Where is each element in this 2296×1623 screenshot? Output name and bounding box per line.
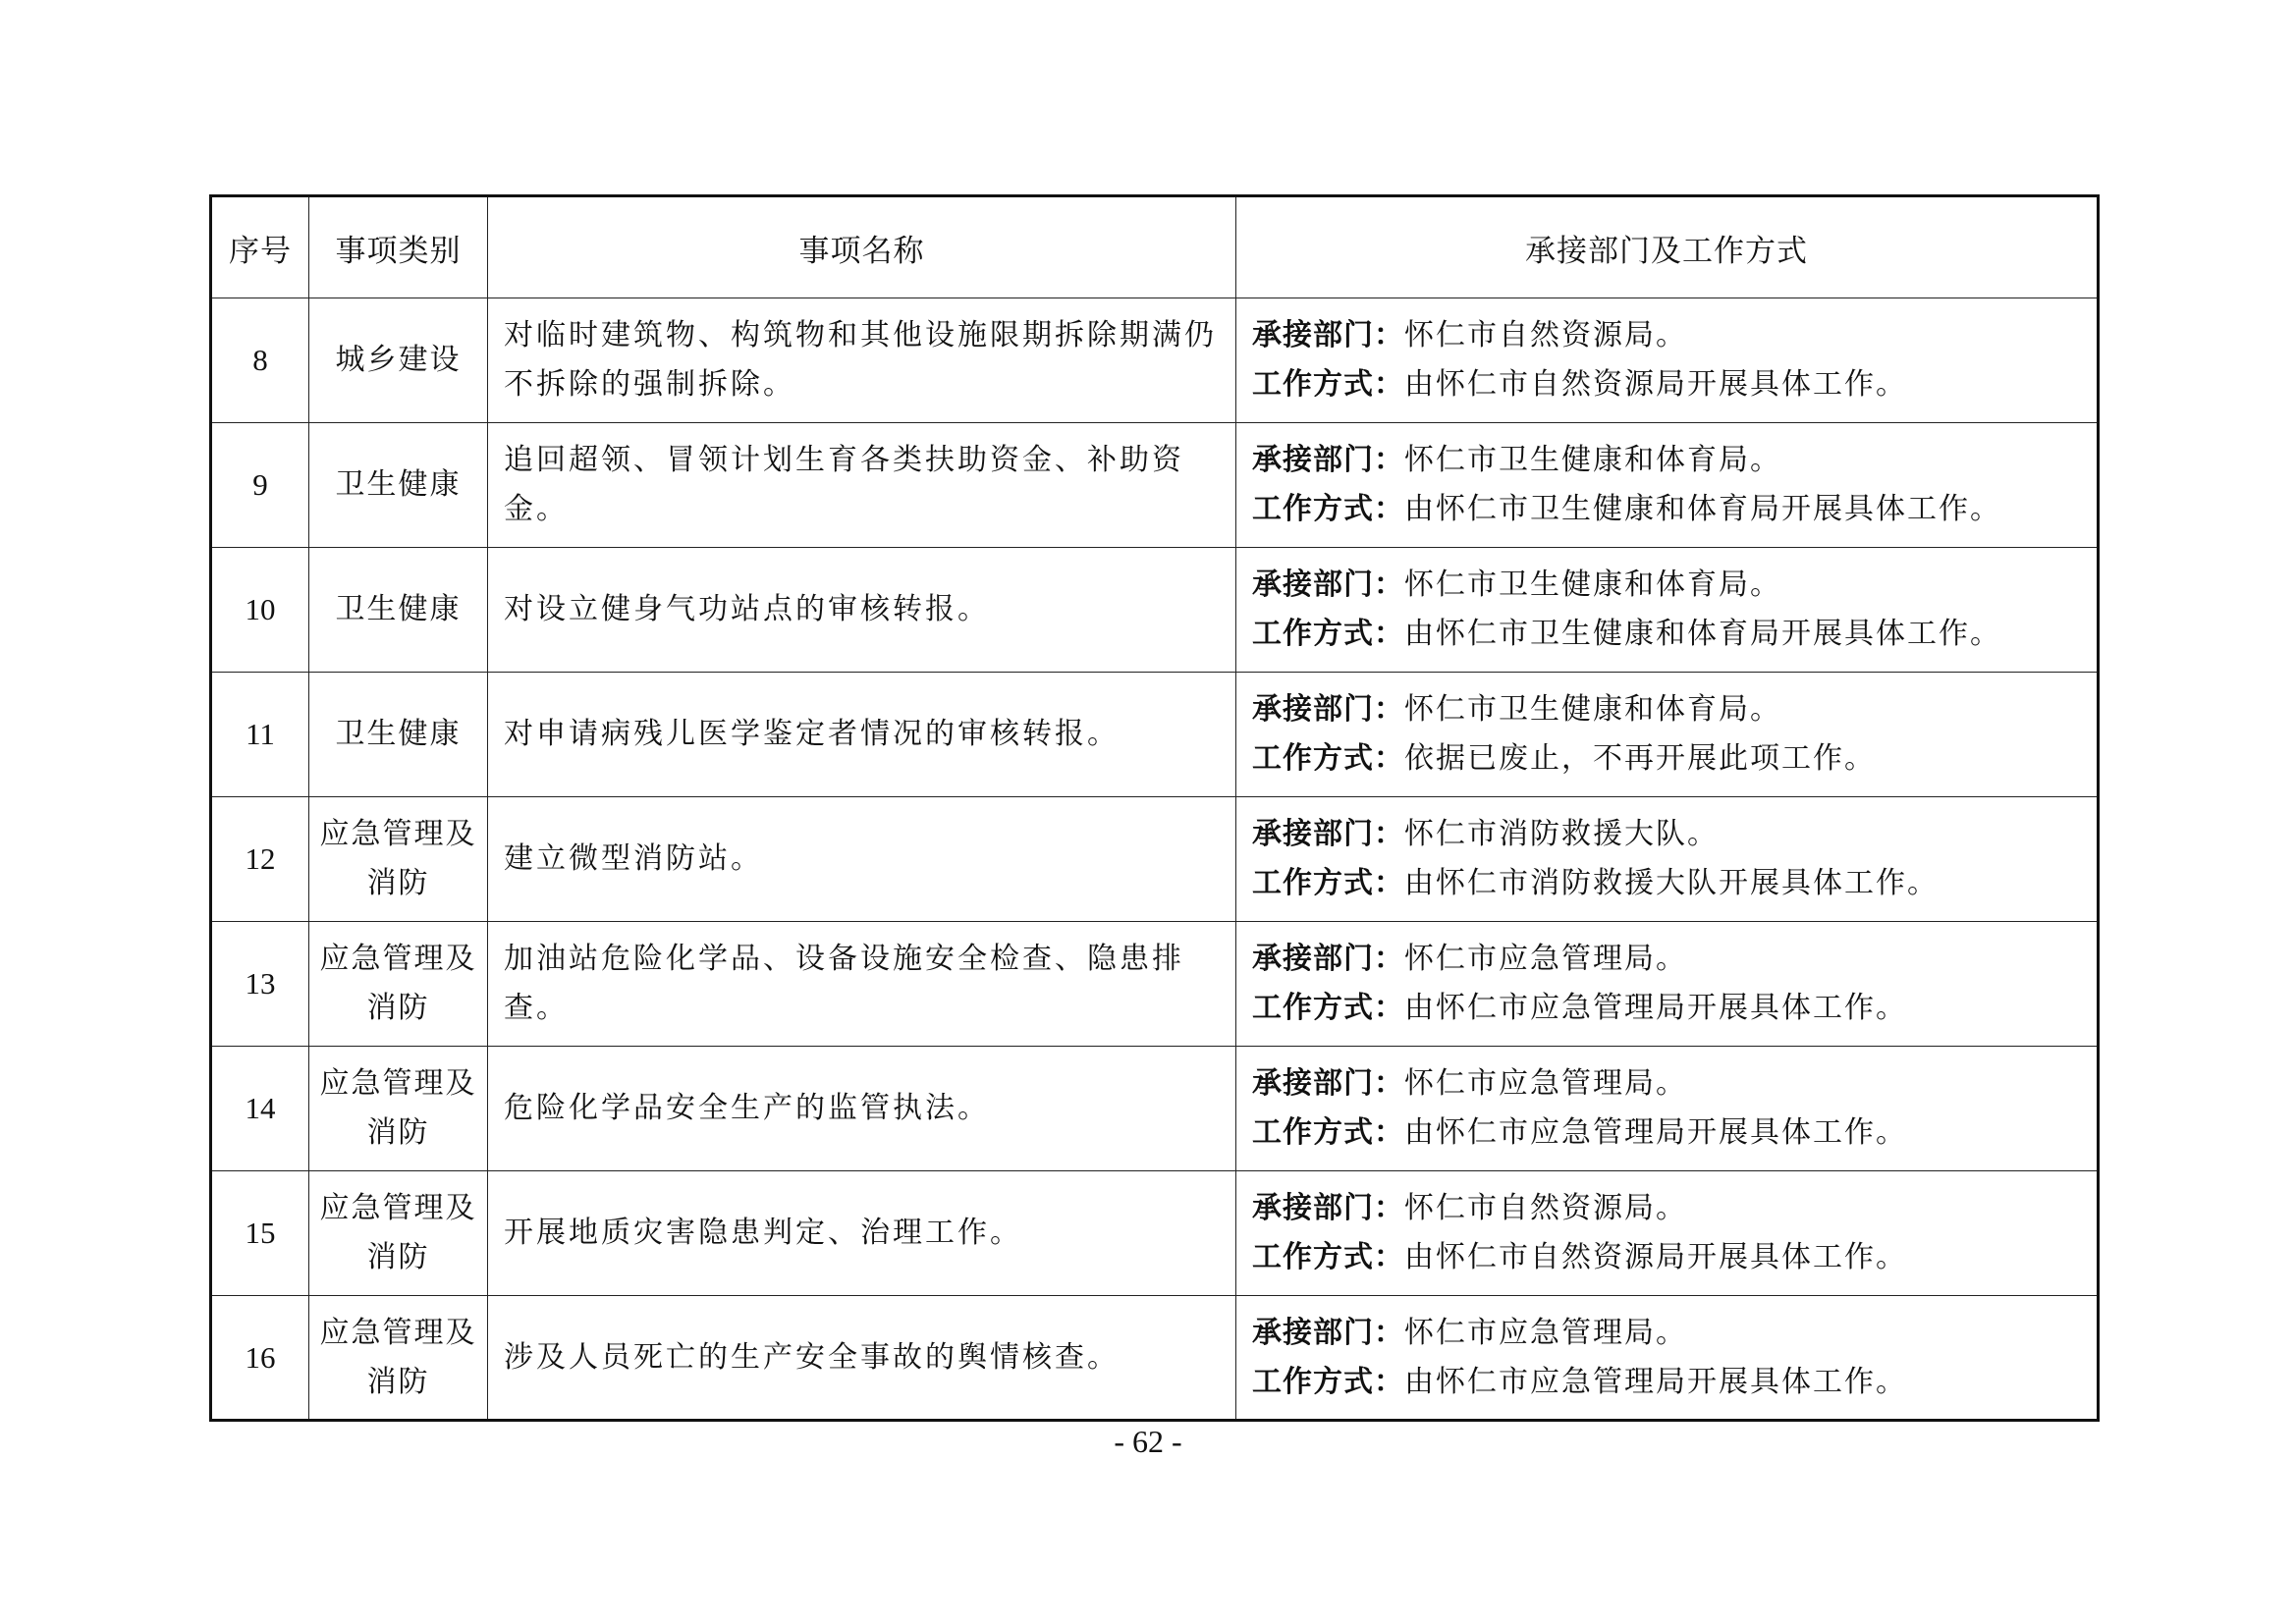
row-category: 应急管理及消防 (309, 797, 488, 922)
department-label: 承接部门： (1252, 692, 1404, 727)
row-index: 10 (211, 548, 309, 673)
table-row (211, 922, 2099, 1047)
table-row (211, 1047, 2099, 1171)
row-index: 9 (211, 423, 309, 548)
method-label: 工作方式： (1252, 741, 1404, 776)
row-item-name: 对申请病残儿医学鉴定者情况的审核转报。 (488, 673, 1236, 797)
row-category: 应急管理及消防 (309, 1296, 488, 1421)
method-label: 工作方式： (1252, 617, 1404, 651)
department-label: 承接部门： (1252, 1315, 1404, 1350)
method-line (1252, 610, 2097, 659)
row-index: 12 (211, 797, 309, 922)
row-item-name: 涉及人员死亡的生产安全事故的舆情核查。 (488, 1296, 1236, 1421)
row-index: 13 (211, 922, 309, 1047)
department-value: 怀仁市自然资源局。 (1404, 1191, 1687, 1225)
row-index: 15 (211, 1171, 309, 1296)
department-value: 怀仁市应急管理局。 (1404, 1315, 1687, 1350)
department-line (1252, 810, 2097, 859)
row-department-method (1236, 548, 2099, 673)
department-value: 怀仁市卫生健康和体育局。 (1404, 568, 1781, 602)
row-category: 卫生健康 (309, 548, 488, 673)
header-index: 序号 (211, 196, 309, 298)
department-line (1252, 685, 2097, 734)
department-value: 怀仁市自然资源局。 (1404, 318, 1687, 352)
department-value: 怀仁市卫生健康和体育局。 (1404, 692, 1781, 727)
row-category: 卫生健康 (309, 673, 488, 797)
row-category: 卫生健康 (309, 423, 488, 548)
table-row (211, 548, 2099, 673)
department-line (1252, 311, 2097, 360)
method-line (1252, 1109, 2097, 1158)
method-line (1252, 859, 2097, 908)
method-value: 由怀仁市自然资源局开展具体工作。 (1404, 367, 1907, 402)
method-label: 工作方式： (1252, 492, 1404, 526)
row-item-name: 开展地质灾害隐患判定、治理工作。 (488, 1171, 1236, 1296)
row-category: 应急管理及消防 (309, 1171, 488, 1296)
method-line (1252, 734, 2097, 784)
row-category: 应急管理及消防 (309, 922, 488, 1047)
row-department-method (1236, 1047, 2099, 1171)
method-line (1252, 485, 2097, 534)
row-department-method (1236, 797, 2099, 922)
department-line (1252, 1184, 2097, 1233)
row-department-method (1236, 1296, 2099, 1421)
department-label: 承接部门： (1252, 568, 1404, 602)
method-label: 工作方式： (1252, 367, 1404, 402)
row-index: 16 (211, 1296, 309, 1421)
method-line (1252, 984, 2097, 1033)
department-value: 怀仁市卫生健康和体育局。 (1404, 443, 1781, 477)
row-index: 11 (211, 673, 309, 797)
department-line (1252, 561, 2097, 610)
row-item-name: 追回超领、冒领计划生育各类扶助资金、补助资金。 (488, 423, 1236, 548)
table-row (211, 298, 2099, 423)
department-label: 承接部门： (1252, 942, 1404, 976)
method-value: 由怀仁市应急管理局开展具体工作。 (1404, 1115, 1907, 1150)
row-index: 8 (211, 298, 309, 423)
row-department-method (1236, 423, 2099, 548)
row-department-method (1236, 1171, 2099, 1296)
department-line (1252, 436, 2097, 485)
method-value: 由怀仁市应急管理局开展具体工作。 (1404, 1364, 1907, 1399)
table-row (211, 1296, 2099, 1421)
method-line (1252, 1358, 2097, 1407)
method-label: 工作方式： (1252, 991, 1404, 1025)
method-value: 由怀仁市卫生健康和体育局开展具体工作。 (1404, 617, 2001, 651)
table-row (211, 797, 2099, 922)
department-value: 怀仁市应急管理局。 (1404, 942, 1687, 976)
department-label: 承接部门： (1252, 1066, 1404, 1101)
page-number: - 62 - (1114, 1424, 1182, 1459)
items-table (209, 194, 2100, 1422)
department-value: 怀仁市消防救援大队。 (1404, 817, 1719, 851)
method-line (1252, 360, 2097, 409)
header-category: 事项类别 (309, 196, 488, 298)
header-item-name: 事项名称 (488, 196, 1236, 298)
table-row (211, 673, 2099, 797)
department-label: 承接部门： (1252, 1191, 1404, 1225)
row-item-name: 加油站危险化学品、设备设施安全检查、隐患排查。 (488, 922, 1236, 1047)
table-body (211, 298, 2099, 1421)
method-label: 工作方式： (1252, 866, 1404, 900)
method-value: 由怀仁市卫生健康和体育局开展具体工作。 (1404, 492, 2001, 526)
department-line (1252, 1309, 2097, 1358)
method-value: 由怀仁市应急管理局开展具体工作。 (1404, 991, 1907, 1025)
row-department-method (1236, 922, 2099, 1047)
department-line (1252, 1059, 2097, 1109)
row-index: 14 (211, 1047, 309, 1171)
department-label: 承接部门： (1252, 817, 1404, 851)
method-label: 工作方式： (1252, 1240, 1404, 1274)
method-value: 依据已废止，不再开展此项工作。 (1404, 741, 1876, 776)
row-item-name: 危险化学品安全生产的监管执法。 (488, 1047, 1236, 1171)
table-row (211, 1171, 2099, 1296)
row-item-name: 对设立健身气功站点的审核转报。 (488, 548, 1236, 673)
row-item-name: 对临时建筑物、构筑物和其他设施限期拆除期满仍不拆除的强制拆除。 (488, 298, 1236, 423)
department-label: 承接部门： (1252, 443, 1404, 477)
method-value: 由怀仁市消防救援大队开展具体工作。 (1404, 866, 1939, 900)
method-label: 工作方式： (1252, 1115, 1404, 1150)
department-label: 承接部门： (1252, 318, 1404, 352)
method-line (1252, 1233, 2097, 1282)
row-item-name: 建立微型消防站。 (488, 797, 1236, 922)
row-category: 应急管理及消防 (309, 1047, 488, 1171)
department-line (1252, 935, 2097, 984)
table-row (211, 423, 2099, 548)
method-value: 由怀仁市自然资源局开展具体工作。 (1404, 1240, 1907, 1274)
department-value: 怀仁市应急管理局。 (1404, 1066, 1687, 1101)
method-label: 工作方式： (1252, 1364, 1404, 1399)
row-category: 城乡建设 (309, 298, 488, 423)
header-department-method: 承接部门及工作方式 (1236, 196, 2099, 298)
table-header-row (211, 196, 2099, 298)
row-department-method (1236, 298, 2099, 423)
row-department-method (1236, 673, 2099, 797)
